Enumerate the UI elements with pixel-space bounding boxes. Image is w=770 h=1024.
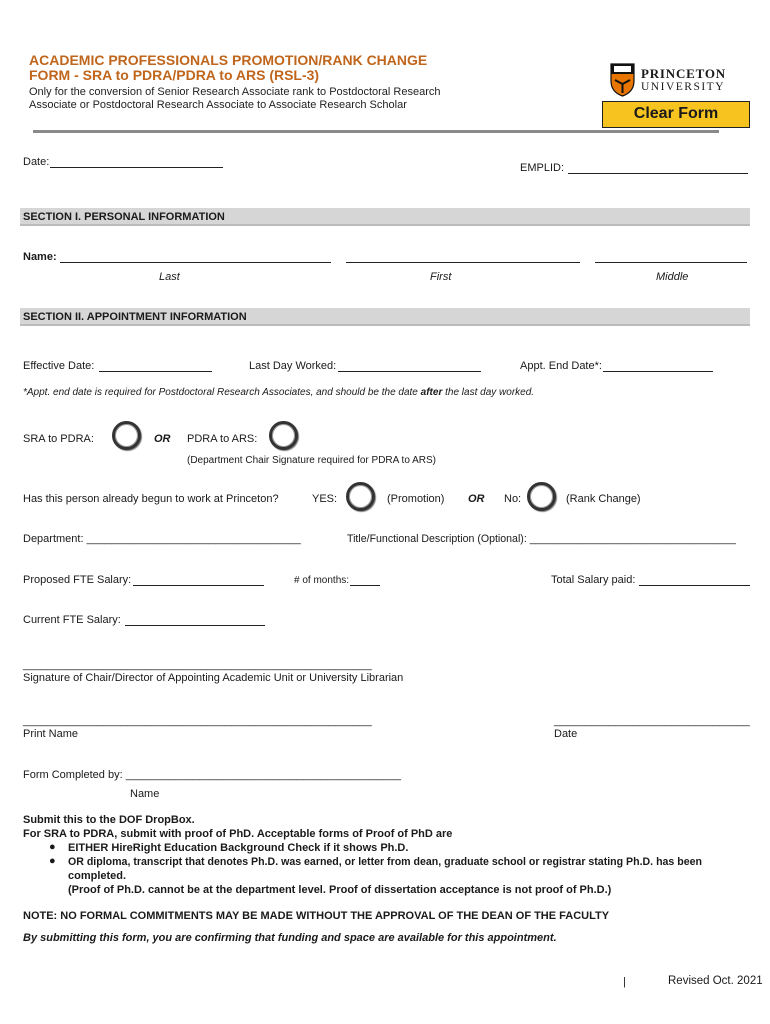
months-label: # of months: <box>294 575 350 586</box>
section1-header <box>20 208 750 226</box>
total-salary-field[interactable] <box>639 585 750 586</box>
instruction-submit: Submit this to the DOF DropBox. <box>23 814 195 826</box>
section2-title: SECTION II. APPOINTMENT INFORMATION <box>23 311 247 323</box>
signature-date-line[interactable]: ________________________________ <box>554 715 750 727</box>
instruction-proof: For SRA to PDRA, submit with proof of PhD. Acceptable forms of Proof of PhD are <box>23 828 453 840</box>
title-description-field[interactable]: Title/Functional Description (Optional): ___________________________________ <box>347 533 736 545</box>
current-fte-field[interactable] <box>125 625 265 626</box>
section1-title: SECTION I. PERSONAL INFORMATION <box>23 211 225 223</box>
total-salary-label: Total Salary paid: <box>551 574 636 586</box>
effective-date-label: Effective Date: <box>23 360 95 372</box>
instruction-bullet2b: completed. <box>68 870 127 882</box>
appt-end-note: *Appt. end date is required for Postdoctoral Research Associates, and should be the date after the last day worked. <box>23 387 535 398</box>
or-label: OR <box>154 433 171 445</box>
appt-end-date-label: Appt. End Date*: <box>520 360 602 372</box>
instruction-bullet1: EITHER HireRight Education Background Check if it shows Ph.D. <box>68 842 409 854</box>
chair-signature-note: (Department Chair Signature required for PDRA to ARS) <box>187 455 436 466</box>
princeton-shield-icon <box>610 63 635 97</box>
begun-work-question: Has this person already begun to work at Princeton? <box>23 493 279 505</box>
months-field[interactable] <box>350 585 380 586</box>
first-name-field[interactable] <box>346 262 580 263</box>
bullet-icon: ● <box>49 855 56 867</box>
sra-to-pdra-radio[interactable] <box>112 421 141 450</box>
sra-to-pdra-label: SRA to PDRA: <box>23 433 94 445</box>
form-subtitle-line2: Associate or Postdoctoral Research Associate to Associate Research Scholar <box>29 99 407 111</box>
last-label: Last <box>159 271 180 283</box>
last-day-worked-field[interactable] <box>338 371 481 372</box>
middle-name-field[interactable] <box>595 262 747 263</box>
bullet-icon: ● <box>49 841 56 853</box>
clear-form-button[interactable]: Clear Form <box>602 101 750 128</box>
form-completed-by-field[interactable]: Form Completed by: _____________________________________________ <box>23 769 401 781</box>
no-radio[interactable] <box>527 482 556 511</box>
formal-commitments-note: NOTE: NO FORMAL COMMITMENTS MAY BE MADE WITHOUT THE APPROVAL OF THE DEAN OF THE FACULTY <box>23 910 610 922</box>
print-name-line[interactable]: _________________________________________________________ <box>23 715 372 727</box>
no-label: No: <box>504 493 522 505</box>
department-field[interactable]: Department: ___________________________________ <box>23 533 301 545</box>
name-label: Name: <box>23 251 57 263</box>
print-name-label: Print Name <box>23 728 79 740</box>
appt-end-date-field[interactable] <box>603 371 713 372</box>
last-name-field[interactable] <box>60 262 331 263</box>
last-day-worked-label: Last Day Worked: <box>249 360 337 372</box>
signature-label: Signature of Chair/Director of Appointing Academic Unit or University Librarian <box>23 672 404 684</box>
form-title-line1: ACADEMIC PROFESSIONALS PROMOTION/RANK CHANGE <box>29 52 428 68</box>
form-subtitle-line1: Only for the conversion of Senior Research Associate rank to Postdoctoral Research <box>29 86 441 98</box>
confirmation-note: By submitting this form, you are confirming that funding and space are available for this appointment. <box>23 932 557 944</box>
revised-date: Revised Oct. 2021 <box>668 975 763 987</box>
instruction-bullet2c: (Proof of Ph.D. cannot be at the department level. Proof of dissertation acceptance is not proof of Ph.D.) <box>68 884 612 896</box>
section2-header <box>20 308 750 326</box>
footer-separator: | <box>623 976 626 988</box>
emplid-field[interactable] <box>568 173 748 174</box>
effective-date-field[interactable] <box>99 371 212 372</box>
yes-label: YES: <box>312 493 338 505</box>
first-label: First <box>430 271 452 283</box>
header-divider <box>33 130 719 133</box>
rank-change-label: (Rank Change) <box>566 493 641 505</box>
middle-label: Middle <box>656 271 689 283</box>
current-fte-label: Current FTE Salary: <box>23 614 121 626</box>
proposed-fte-field[interactable] <box>133 585 264 586</box>
completed-by-name-label: Name <box>130 788 160 800</box>
form-title-line2: FORM - SRA to PDRA/PDRA to ARS (RSL-3) <box>29 67 320 83</box>
pdra-to-ars-label: PDRA to ARS: <box>187 433 258 445</box>
logo-princeton: PRINCETON <box>641 66 726 81</box>
or-label-2: OR <box>468 493 485 505</box>
signature-date-label: Date <box>554 728 578 740</box>
instruction-bullet2a: OR diploma, transcript that denotes Ph.D. was earned, or letter from dean, graduate school or registrar stating Ph.D. has been <box>68 856 702 868</box>
emplid-label: EMPLID: <box>520 162 565 174</box>
promotion-label: (Promotion) <box>387 493 445 505</box>
yes-radio[interactable] <box>346 482 375 511</box>
date-label: Date: <box>23 156 50 168</box>
proposed-fte-label: Proposed FTE Salary: <box>23 574 132 586</box>
logo-university: UNIVERSITY <box>641 81 725 93</box>
pdra-to-ars-radio[interactable] <box>269 421 298 450</box>
signature-line[interactable]: _________________________________________________________ <box>23 659 372 671</box>
date-field[interactable] <box>50 167 223 168</box>
